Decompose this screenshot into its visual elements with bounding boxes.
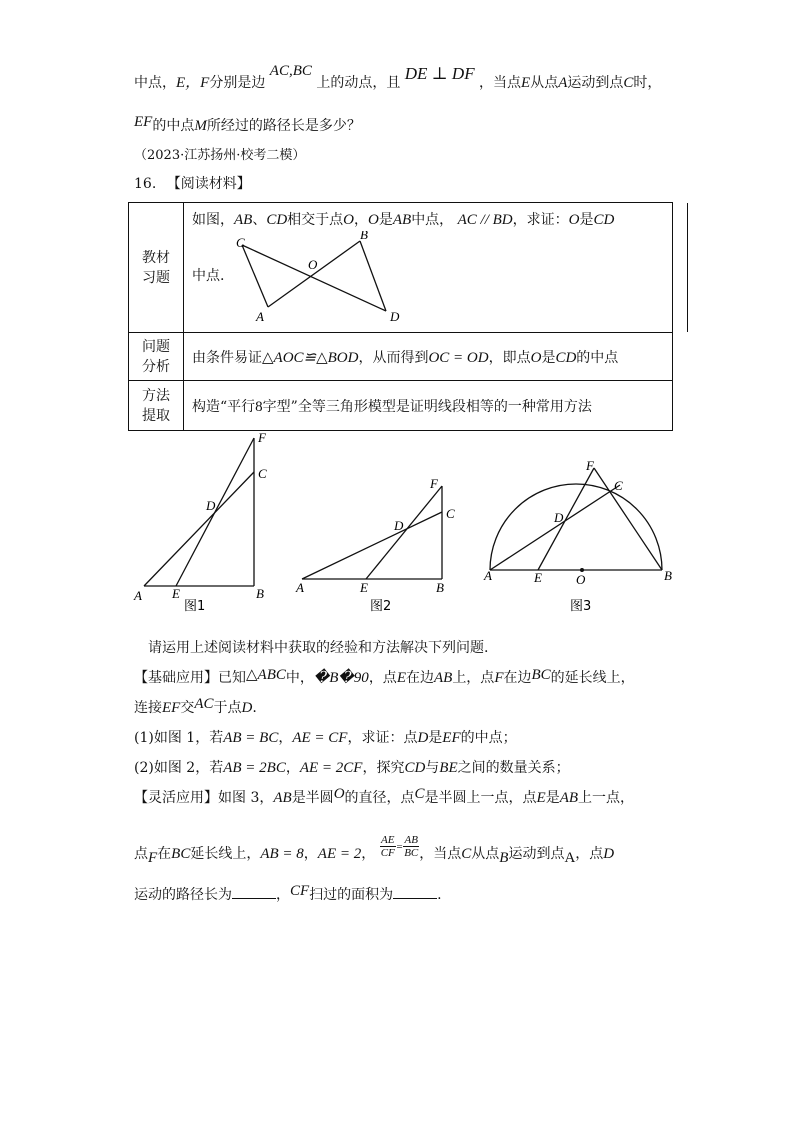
label-b: B [360, 231, 368, 242]
answer-blank-path-length[interactable] [232, 884, 276, 899]
fig2-label-f: F [430, 476, 438, 491]
m: BE [439, 760, 458, 776]
fig2-label-c: C [446, 506, 455, 521]
segment-ca [242, 245, 268, 307]
textbook-problem-line [192, 209, 671, 231]
label-c: C [236, 235, 245, 250]
fig2-label-a: A [296, 580, 304, 595]
m: AB [559, 790, 579, 806]
m: AB [392, 212, 412, 228]
m: AE = 2CF [299, 760, 363, 776]
fig3-label-b: B [664, 568, 672, 583]
t: 中， [285, 670, 314, 686]
m: O [530, 349, 542, 366]
t: ， [354, 212, 369, 228]
t: 上一点， [578, 790, 635, 806]
t: 上，点 [452, 670, 495, 686]
label-a: A [256, 309, 264, 324]
m: F [148, 850, 158, 866]
flexible-application-line-1 [134, 788, 634, 808]
t: . [437, 887, 442, 903]
m: AC // BD [457, 212, 513, 228]
t: 之间的数量关系； [457, 760, 570, 776]
intro-line-2 [134, 116, 361, 136]
fig2-label-e: E [360, 580, 368, 595]
m: AB = 2BC [223, 760, 286, 776]
t: ，求证： [512, 212, 569, 228]
m: O [343, 212, 355, 228]
cell-inner-border [687, 203, 688, 332]
m: �B�90 [313, 670, 369, 686]
intro-text: 运动到点 [567, 75, 624, 91]
t: ， [278, 730, 293, 746]
fig1-label-f: F [258, 430, 266, 445]
t: 是 [428, 730, 443, 746]
fig1-label-b: B [256, 586, 264, 601]
intro-text: 所经过的路径长是多少？ [206, 118, 361, 134]
intro-text: 上的动点，且 [316, 75, 401, 91]
m: BC [171, 846, 191, 862]
m: AB = 8 [260, 846, 304, 862]
t: ，求证：点 [347, 730, 418, 746]
t: 构造“平行 [192, 398, 256, 415]
t: 的中点； [460, 730, 517, 746]
intro-text: 中点， [134, 75, 176, 91]
m: C [461, 846, 472, 862]
t: 是 [541, 349, 556, 366]
fig1-label-a: A [134, 588, 142, 603]
reading-material-table [128, 202, 673, 431]
label-text: 教材 习题 [142, 249, 170, 286]
label-d: D [390, 309, 400, 324]
m: B [499, 850, 509, 866]
m: D [417, 730, 429, 746]
problem-number: 16. [134, 176, 157, 192]
question-2 [134, 758, 570, 778]
t: (2)如图 2，若 [134, 760, 224, 776]
t: 中点， [411, 212, 454, 228]
table-label-analysis [129, 333, 184, 381]
fig3-label-f: F [586, 458, 594, 473]
fig2-label-d: D [394, 518, 404, 533]
t: 从点 [471, 846, 500, 862]
fig3-label-a: A [484, 568, 492, 583]
fig2-segment-ac [302, 512, 442, 579]
m: O [333, 786, 345, 802]
m: D [603, 846, 615, 862]
flexible-application-line-3 [134, 884, 442, 905]
m: E [396, 670, 406, 686]
t: 于点 [213, 700, 242, 716]
t: 如图， [192, 212, 234, 228]
label-text: 问题 分析 [142, 338, 170, 375]
t: ，从而得到 [358, 349, 429, 366]
table-cell-analysis [184, 333, 673, 381]
m: O [368, 212, 379, 228]
fig2-label-b: B [436, 580, 444, 595]
frac-numerator: AE [381, 833, 395, 846]
intro-math: M [194, 118, 207, 134]
segment-cd [242, 245, 386, 311]
frac-numerator: AB [404, 833, 418, 846]
bowtie-figure [232, 231, 422, 331]
t: 由条件易证 [192, 349, 262, 366]
label-text: 方法 提取 [142, 387, 170, 424]
fig2-caption: 图2 [370, 599, 392, 614]
m: 8 [255, 398, 263, 415]
fraction-ae-cf [380, 834, 396, 859]
figure-2 [295, 476, 455, 614]
m: O [568, 212, 580, 228]
intro-line-1 [134, 63, 662, 93]
t: 延长线上， [190, 846, 261, 862]
table-cell-textbook [184, 203, 673, 333]
table-row [129, 333, 673, 381]
intro-math: EF [134, 114, 153, 130]
basic-application-line-1 [134, 668, 635, 688]
fig3-label-o: O [576, 572, 586, 587]
m: AE = 2 [317, 846, 362, 862]
m: CD [266, 212, 288, 228]
m: AC [194, 696, 214, 712]
label-o: O [308, 257, 318, 272]
m: CD [404, 760, 426, 776]
question-1 [134, 728, 517, 748]
m: AB [273, 790, 292, 806]
basic-application-line-2 [134, 698, 257, 718]
intro-text: 分别是边 [209, 75, 266, 91]
t: 点 [134, 846, 148, 862]
m: A [564, 850, 576, 866]
t: 与 [425, 760, 440, 776]
problem-title: 【阅读材料】 [166, 176, 251, 192]
fig3-segment-ac [490, 485, 620, 570]
textbook-problem-tail: 中点. [192, 268, 225, 284]
figure-3 [483, 458, 672, 614]
t: 是半圆上一点，点 [424, 790, 537, 806]
table-cell-method [184, 381, 673, 431]
segment-ab [268, 241, 360, 307]
t: 的直径，点 [344, 790, 415, 806]
frac-denominator: CF [380, 846, 395, 859]
m: CD [593, 212, 615, 228]
t: . [252, 700, 257, 716]
fig3-label-c: C [614, 478, 623, 493]
m: F [494, 670, 504, 686]
m: OC = OD [428, 349, 489, 366]
t: 连接 [134, 700, 162, 716]
fig1-label-e: E [172, 586, 180, 601]
t: 是 [579, 212, 594, 228]
fig1-segment-ac [144, 472, 254, 586]
m: EF [442, 730, 461, 746]
answer-blank-swept-area[interactable] [393, 884, 437, 899]
t: 在边 [405, 670, 434, 686]
t: ， [303, 846, 318, 862]
m: △ABC [246, 667, 286, 683]
t: 交 [180, 700, 195, 716]
table-label-textbook [129, 203, 184, 333]
m: C [414, 786, 425, 802]
t: 、 [252, 212, 267, 228]
fig3-segment-ef [538, 468, 594, 570]
problem-header [134, 174, 251, 194]
t: 是半圆 [291, 790, 334, 806]
t: 的中点 [576, 349, 619, 366]
m: △AOC≌△BOD [262, 349, 359, 366]
lead-text: 请运用上述阅读材料中获取的经验和方法解决下列问题. [148, 640, 489, 656]
fig3-semicircle [490, 484, 662, 570]
m: AB [234, 212, 253, 228]
t: ，探究 [362, 760, 405, 776]
intro-text: 的中点 [152, 118, 195, 134]
frac-denominator: BC [404, 846, 419, 859]
fig3-segment-bf [594, 468, 662, 570]
t: 运动的路径长为 [134, 887, 232, 903]
m: D [241, 700, 253, 716]
table-row [129, 203, 673, 333]
intro-text: 时， [633, 75, 662, 91]
m: AB [433, 670, 453, 686]
t: ， [361, 846, 376, 862]
frac-equals: = [395, 841, 404, 853]
t: 在 [157, 846, 172, 862]
figures-row [130, 428, 750, 618]
fig1-label-d: D [206, 498, 216, 513]
source-text: （2023·江苏扬州·校考二模） [134, 148, 306, 163]
intro-math: DE ⊥ DF [404, 64, 475, 83]
t: 相交于点 [287, 212, 344, 228]
intro-math: C [623, 75, 634, 91]
fraction-ab-bc [403, 834, 419, 859]
intro-math: AC,BC [269, 63, 312, 79]
figure-1 [133, 430, 267, 614]
m: AE = CF [292, 730, 348, 746]
m: E [536, 790, 546, 806]
t: ，点 [368, 670, 397, 686]
fig3-caption: 图3 [570, 599, 592, 614]
questions-lead [148, 638, 488, 658]
fig3-label-d: D [554, 510, 564, 525]
t: 在边 [503, 670, 532, 686]
intro-math: A [558, 75, 568, 91]
source-citation [134, 146, 305, 166]
t: ，当点 [419, 846, 462, 862]
t: ， [285, 760, 300, 776]
intro-math: E，F [176, 75, 210, 91]
fig1-label-c: C [258, 466, 267, 481]
flexible-application-line-2 [134, 833, 615, 871]
intro-text: 从点 [530, 75, 559, 91]
fig3-label-e: E [534, 570, 542, 585]
table-row [129, 381, 673, 431]
t: 的延长线上， [550, 670, 635, 686]
intro-math: E [521, 75, 531, 91]
t: 【基础应用】已知 [134, 670, 246, 686]
t: ，即点 [488, 349, 531, 366]
fig2-segment-ef [366, 486, 442, 579]
m: BC [531, 667, 551, 683]
m: AB = BC [223, 730, 279, 746]
intro-text: ，当点 [479, 75, 522, 91]
fig1-caption: 图1 [184, 599, 206, 614]
m: CF [290, 883, 310, 899]
t: ， [276, 887, 290, 903]
t: 是 [545, 790, 560, 806]
m: CD [555, 349, 577, 366]
t: (1)如图 1，若 [134, 730, 224, 746]
t: 【灵活应用】如图 3， [134, 790, 274, 806]
t: 字型”全等三角形模型是证明线段相等的一种常用方法 [262, 398, 592, 415]
t: 运动到点 [508, 846, 565, 862]
t: 扫过的面积为 [309, 887, 394, 903]
m: EF [162, 700, 181, 716]
t: ，点 [575, 846, 604, 862]
table-label-method [129, 381, 184, 431]
t: 是 [378, 212, 393, 228]
